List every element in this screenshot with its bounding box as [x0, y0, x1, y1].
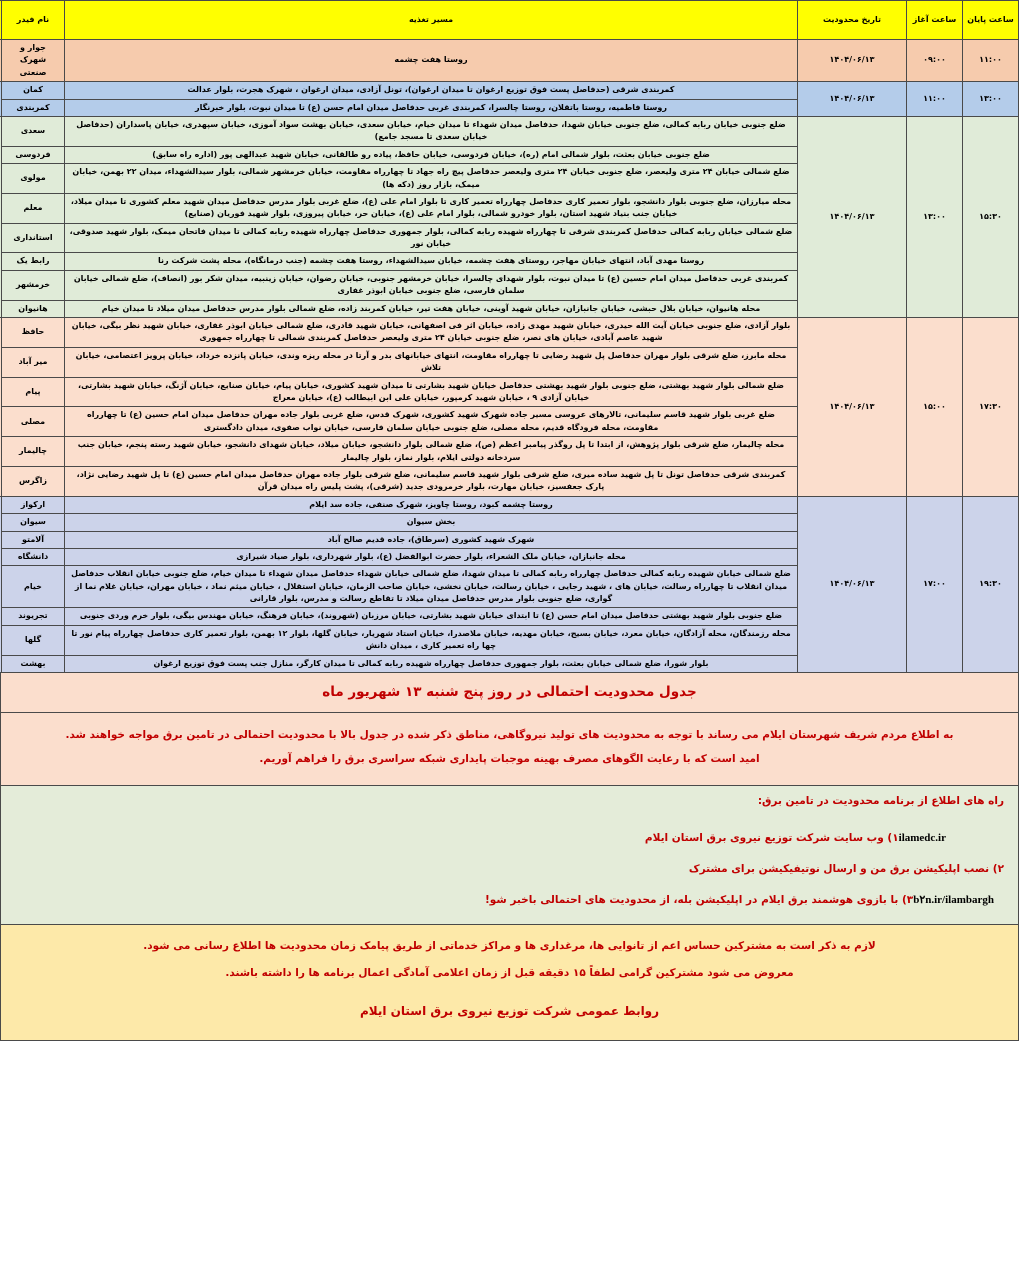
cell-route: محله رزمندگان، محله آزادگان، خیابان معرد، خیابان بسیج، خیابان مهدیه، خیابان ملاصدرا، خیابان استاد شهریار، خیابان گلها، بلوار ۱۲ بهمن، بلوار تعمیر کاری حدفاصل چهارراه پیام نور تا چها راه تعمیر کاری ، میدان دانش [65, 625, 798, 655]
schedule-description-block [0, 713, 1019, 786]
cell-route: محله جانبازان، خیابان ملک الشعراء، بلوار حضرت ابوالفضل (ع)، بلوار شهرداری، بلوار صیاد شیرازی [65, 548, 798, 565]
cell-feeder-name: خیام [2, 566, 65, 608]
cell-date: ۱۴۰۴/۰۶/۱۳ [798, 116, 907, 317]
description-line-1: به اطلاع مردم شریف شهرستان ایلام می رساند با توجه به محدودیت های تولید نیروگاهی، مناطق ذکر شده در جدول بالا با محدودیت احتمالی در تامین برق مواجه خواهند شد. [65, 729, 954, 742]
cell-route: روستا مهدی آباد، انتهای خیابان مهاجر، روستای هفت چشمه، خیابان سیدالشهداء، روستا هفت چشمه (جنب درمانگاه)، محله پشت شرکت رنا [65, 253, 798, 270]
cell-feeder-name: کمربندی [2, 99, 65, 116]
cell-route: ضلع جنوبی خیابان بعثت، بلوار شمالی امام (ره)، خیابان فردوسی، خیابان حافظ، پیاده رو طالقانی، خیابان شهید عبدالهی پور (اداره راه سابق) [65, 146, 798, 163]
cell-feeder-name: خرمشهر [2, 270, 65, 300]
cell-date: ۱۴۰۴/۰۶/۱۳ [798, 318, 907, 497]
information-channel-app: ۲) نصب اپلیکیشن برق من و ارسال نوتیفیکیشن برای مشترک [688, 863, 1004, 876]
final-note-line-1: لازم به ذکر است به مشترکین حساس اعم از تانوایی ها، مرغداری ها و مراکز خدماتی از طریق پیامک زمان محدودیت ها اطلاع رسانی می شود. [143, 940, 876, 953]
column-header-date: تاریخ محدودیت [798, 1, 907, 40]
cell-feeder-name: سعدی [2, 116, 65, 146]
cell-start-time: ۱۱:۰۰ [907, 82, 963, 117]
table-row [0, 82, 1019, 99]
cell-route: ضلع غربی بلوار شهید قاسم سلیمانی، تالارهای عروسی مسیر جاده شهرک شهید کشوری، شهرک قدس، ضلع غربی بلوار جاده مهران حدفاصل میدان امام حسین (ع) تا چهارراه مقاومت، محله فرودگاه قدیم، محله مصلی، ضلع جنوبی خیابان سلمان فارسی، خیابان نواب صفوی، میدان دادگستری [65, 407, 798, 437]
description-line-2: امید است که با رعایت الگوهای مصرف بهینه موجبات پایداری شبکه سراسری برق را فراهم آوریم. [259, 753, 760, 766]
cell-route: محله میارزان، ضلع جنوبی بلوار دانشجو، بلوار تعمیر کاری حدفاصل چهارراه تعمیر کاری تا بلوار امام علی (ع)، ضلع غربی بلوار مدرس حدفاصل میدان شهید معلم کشوری تا میدان میلاد، خیابان جنب بنیاد شهید استان، بلوار خودرو شمالی، بلوار امام علی (ع)، خیابان حر، خیابان پیروزی، بلوار شهید فوریان (صنایع) [65, 193, 798, 223]
cell-route: کمربندی شرقی (حدفاصل پست فوق توزیع ارغوان تا میدان ارغوان)، تونل آزادی، میدان ارغوان ، شهرک هجرت، بلوار عدالت [65, 82, 798, 99]
cell-route: روستا چشمه کبود، روستا چاویز، شهرک صنفی، جاده سد ایلام [65, 496, 798, 513]
final-notes-block [0, 925, 1019, 1041]
cell-route: ضلع شمالی خیابان ربابه کمالی حدفاصل کمربندی شرقی تا چهارراه شهیده ربابه کمالی، بلوار جمهوری حدفاصل چهارراه شهیده ربابه کمالی تا میدان فاتحان میمک، بلوار شهید صدوقی، خیابان نور [65, 223, 798, 253]
cell-feeder-name: کمان [2, 82, 65, 99]
cell-end-time: ۱۳:۰۰ [963, 82, 1019, 117]
column-header-row-index [0, 1, 2, 40]
public-relations-signature: روابط عمومی شرکت توزیع نیروی برق استان ایلام [359, 1003, 660, 1018]
bale-bot-url[interactable]: b۲n.ir/ilambargh [913, 894, 994, 907]
schedule-title-banner: جدول محدودیت احتمالی در روز پنج شنبه ۱۳ شهریور ماه [0, 673, 1019, 713]
cell-start-time: ۱۳:۰۰ [907, 116, 963, 317]
cell-route: کمربندی شرقی حدفاصل تونل تا پل شهید ساده میری، ضلع شرقی بلوار شهید قاسم سلیمانی، ضلع شرقی بلوار جاده مهران حدفاصل میدان امام حسین (ع) تا پل شهید رضایی نژاد، پارک جعفسیز، خیابان مهارت، بلوار خرمرودی جدید (شرقی)، پشت پلیس راه میدان قرآن [65, 466, 798, 496]
cell-feeder-name: فردوسی [2, 146, 65, 163]
table-row [0, 496, 1019, 513]
cell-end-time: ۱۱:۰۰ [963, 40, 1019, 82]
cell-end-time: ۱۵:۳۰ [963, 116, 1019, 317]
cell-feeder-name: مصلی [2, 407, 65, 437]
cell-route: بخش سیوان [65, 514, 798, 531]
cell-route: بلوار آزادی، ضلع جنوبی خیابان آیت الله حیدری، خیابان شهید مهدی زاده، خیابان اثر فی اصفهانی، خیابان شهید قادری، ضلع شمالی خیابان ابوذر غفاری، خیابان شهید نظر بیگی، خیابان شهید عاصم آبادی، خیابان های نصر، ضلع جنوبی خیابان ۲۴ متری ولیعصر حدفاصل کمربندی شمالی تا چهارراه جمهوری [65, 318, 798, 348]
cell-feeder-name: حافظ [2, 318, 65, 348]
cell-route: شهرک شهید کشوری (سرطاق)، جاده قدیم صالح آباد [65, 531, 798, 548]
cell-feeder-name: بهشت [2, 655, 65, 672]
cell-start-time: ۱۷:۰۰ [907, 496, 963, 672]
table-header [0, 1, 1019, 40]
cell-feeder-name: معلم [2, 193, 65, 223]
cell-feeder-name: پیام [2, 377, 65, 407]
column-header-start-time: ساعت آغاز [907, 1, 963, 40]
cell-route: ضلع شمالی خیابان ۲۴ متری ولیعصر، ضلع جنوبی خیابان ۲۴ متری ولیعصر حدفاصل پیچ راه جهاد تا چهارراه مقاومت، خیابان خرمشهر شمالی، بلوار سیدالشهداء، میدان ۲۲ بهمن، خیابان میمک، بازار روز (دکه ها) [65, 164, 798, 194]
cell-start-time: ۰۹:۰۰ [907, 40, 963, 82]
website-label: ۱) وب سایت شرکت توزیع نیروی برق استان ایلام [644, 831, 899, 844]
cell-route: کمربندی غربی حدفاصل میدان امام حسین (ع) تا میدان نبوت، بلوار شهدای چالسرا، خیابان خرمشهر جنوبی، خیابان رضوان، خیابان زینبیه، میدان شکر بور (انصاف)، ضلع شمالی خیابان سلمان فارسی، ضلع جنوبی خیابان ابوذر غفاری [65, 270, 798, 300]
cell-row-index [0, 40, 2, 82]
cell-feeder-name: میر آباد [2, 347, 65, 377]
cell-date: ۱۴۰۴/۰۶/۱۳ [798, 496, 907, 672]
cell-route: محله چالیمار، ضلع شرقی بلوار پژوهش، از ابتدا تا پل روگذر پیامبر اعظم (ص)، ضلع شمالی بلوار دانشجو، خیابان میلاد، خیابان شهدای دانشجو، خیابان شهید رسته پنجم، خیابان جنب سردخانه دولتی ایلام، بلوار نماز، بلوار چالیمار [65, 437, 798, 467]
table-row [0, 116, 1019, 146]
column-header-route: مسیر تغذیه [65, 1, 798, 40]
information-channels-block [0, 786, 1019, 925]
cell-feeder-name: هانیوان [2, 300, 65, 317]
cell-route: روستا فاطمیه، روستا باتقلان، روستا چالسرا، کمربندی غربی حدفاصل میدان امام حسن (ع) تا میدان نبوت، بلوار خبرنگار [65, 99, 798, 116]
cell-route: ضلع شمالی بلوار شهید بهشتی، ضلع جنوبی بلوار شهید بهشتی حدفاصل خیابان شهید بشارتی تا میدان شهید کشوری، خیابان پیام، خیابان صنایع، خیابان آژنگ، خیابان شهید بشارتی، خیابان آزادی ۹ ، خیابان شهید کرمپور، خیابان علی ابن ابیطالب (ع)، خیابان معراج [65, 377, 798, 407]
cell-feeder-name: استانداری [2, 223, 65, 253]
cell-feeder-name: ارکواز [2, 496, 65, 513]
cell-date: ۱۴۰۴/۰۶/۱۳ [798, 40, 907, 82]
cell-route: ضلع جنوبی بلوار شهید بهشتی حدفاصل میدان امام حسن (ع) تا ابتدای خیابان شهید بشارتی، خیابان مرزبان (شهروند)، خیابان فرهنگ، خیابان مهندس بیگی، بلوار خرم وردی جنوبی [65, 608, 798, 625]
cell-feeder-name: گلها [2, 625, 65, 655]
cell-route: بلوار شورا، ضلع شمالی خیابان بعثت، بلوار جمهوری حدفاصل چهارراه شهیده ربابه کمالی تا میدان کارگر، منازل جنب پست فوق توزیع ارغوان [65, 655, 798, 672]
final-note-line-2: معروض می شود مشترکین گرامی لطفاً ۱۵ دقیقه قبل از زمان اعلامی آمادگی اعمال برنامه ها را داشته باشند. [225, 966, 794, 979]
cell-route: روستا هفت چشمه [65, 40, 798, 82]
information-channels-heading: راه های اطلاع از برنامه محدودیت در تامین برق: [757, 795, 1004, 808]
cell-feeder-name: چالیمار [2, 437, 65, 467]
cell-feeder-name: زاگرس [2, 466, 65, 496]
cell-feeder-name: مولوی [2, 164, 65, 194]
bale-bot-label: ۳) با بازوی هوشمند برق ایلام در اپلیکیشن بله، از محدودیت های احتمالی باخبر شو! [484, 894, 914, 907]
cell-end-time: ۱۷:۳۰ [963, 318, 1019, 497]
information-channel-bale-bot [15, 893, 1004, 908]
cell-route: ضلع جنوبی خیابان ربابه کمالی، ضلع جنوبی خیابان شهدا، حدفاصل میدان شهداء تا میدان خیام، خیابان سعدی، خیابان بهشت سواد آموزی، خیابان سپهدری، خیابان پاسداران (حدفاصل خیابان سعدی تا مسجد جامع) [65, 116, 798, 146]
header-row [0, 1, 1019, 40]
cell-feeder-name: سیوان [2, 514, 65, 531]
cell-route: محله هانیوان، خیابان بلال حبشی، خیابان جانبازان، خیابان شهید آوینی، خیابان هفت تیر، خیابان کمربند زاده، ضلع شمالی بلوار مدرس حدفاصل میدان میلاد تا میدان خیام [65, 300, 798, 317]
cell-route: ضلع شمالی خیابان شهیده ربابه کمالی حدفاصل چهارراه ربابه کمالی تا میدان شهدا، ضلع شمالی خیابان شهداء حدفاصل میدان شهداء تا میدان خیام، ضلع جنوبی خیابان انقلاب حدفاصل میدان انقلاب تا چهارراه رسالت، خیابان های ، شهید رجایی ، خیابان رسالت، خیابان نخشی، خیابان صاحب الزمان، خیابان استقلال ، خیابان میثم نماد ، خیابان مهران، خیابان غلام نما از گواری، ضلع جنوبی بلوار مدرس حدفاصل میدان میلاد تا تقاطع رسالت و مدرس، بلوار قارانی [65, 566, 798, 608]
cell-feeder-name: جوار و شهرک صنعتی [2, 40, 65, 82]
cell-start-time: ۱۵:۰۰ [907, 318, 963, 497]
cell-end-time: ۱۹:۳۰ [963, 496, 1019, 672]
cell-feeder-name: تجریوند [2, 608, 65, 625]
table-body [0, 40, 1019, 673]
column-header-feeder: نام فیدر [2, 1, 65, 40]
cell-date: ۱۴۰۴/۰۶/۱۳ [798, 82, 907, 117]
cell-feeder-name: آلامتو [2, 531, 65, 548]
cell-route: محله مابرز، ضلع شرقی بلوار مهران حدفاصل پل شهید رضایی تا چهارراه مقاومت، انتهای خیابانهای بدر و آرتا در محله ریزه وندی، خیابان پانزده خرداد، خیابان پرویز اعتصامی، خیابان تلاش [65, 347, 798, 377]
cell-feeder-name: رابط یک [2, 253, 65, 270]
table-row [0, 318, 1019, 348]
table-row [0, 40, 1019, 82]
website-url[interactable]: ilamedc.ir [898, 831, 946, 844]
information-channel-website [15, 831, 1004, 846]
cell-feeder-name: دانشگاه [2, 548, 65, 565]
column-header-end-time: ساعت پایان [963, 1, 1019, 40]
